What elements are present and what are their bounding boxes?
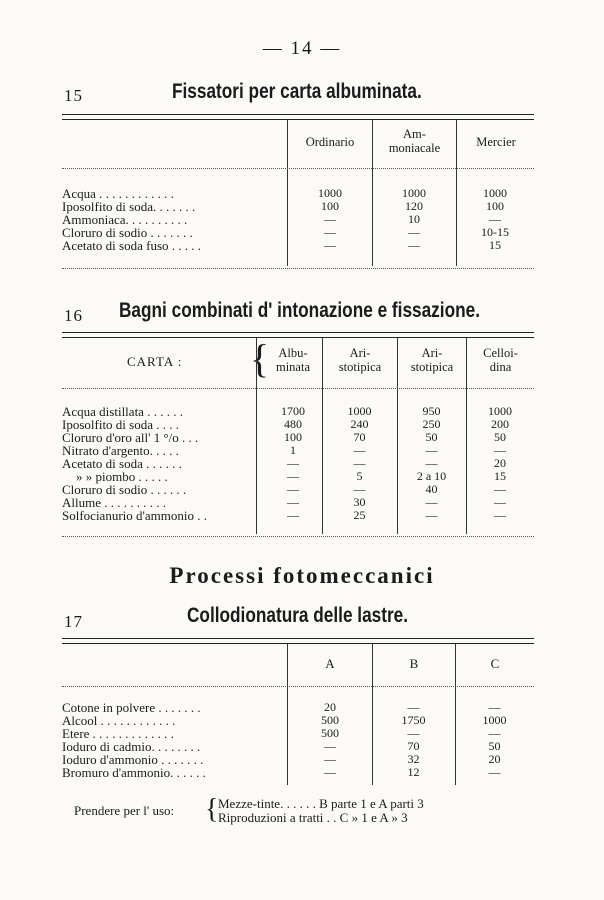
cell-value: 15 <box>494 469 506 483</box>
table-row <box>62 766 534 779</box>
cell-value: — <box>324 765 336 779</box>
column-header: C <box>490 656 500 671</box>
cell-value: — <box>425 443 438 457</box>
cell-value: — <box>494 443 506 457</box>
column-header: Ordinario <box>305 135 355 149</box>
cell-value: — <box>407 700 420 714</box>
cell-value: — <box>287 482 299 496</box>
cell-value: 32 <box>407 752 420 766</box>
cell-value: 1 <box>290 443 296 457</box>
cell-value: — <box>287 456 299 470</box>
row-label: Ioduro d'ammonio . . . . . . . <box>62 752 204 767</box>
cell-value: 50 <box>488 739 501 753</box>
cell-value: 2 a 10 <box>416 469 447 483</box>
cell-value: — <box>494 508 506 522</box>
cell-value: 10 <box>408 212 420 226</box>
brace-icon: { <box>250 336 270 381</box>
cell-value: 30 <box>353 495 366 509</box>
cell-value: 1000 <box>482 713 507 727</box>
column-header: Albu- minata <box>275 346 310 374</box>
double-rule <box>62 638 534 644</box>
cell-value: 200 <box>491 417 509 431</box>
cell-value: — <box>407 726 420 740</box>
uso-label: Prendere per l' uso: <box>74 803 175 818</box>
cell-value: 1000 <box>483 186 507 200</box>
dotted-rule <box>62 268 534 269</box>
column-header: Ari- stotipica <box>410 346 454 374</box>
cell-value: 20 <box>494 456 506 470</box>
cell-value: 1000 <box>402 186 426 200</box>
cell-value: 20 <box>488 752 501 766</box>
cell-value: 40 <box>425 482 438 496</box>
data-table <box>62 701 534 779</box>
row-label: Bromuro d'ammonio. . . . . . <box>62 765 206 780</box>
section-title: Collodionatura delle lastre. <box>187 604 409 627</box>
dotted-rule <box>62 388 534 389</box>
row-label: » » piombo . . . . . <box>76 469 168 484</box>
cell-value: 120 <box>405 199 423 213</box>
section-number: 16 <box>64 306 83 325</box>
column-header: Celloi- dina <box>483 346 518 374</box>
row-label: Iposolfito di soda . . . . <box>62 417 179 432</box>
section-number: 17 <box>64 612 83 631</box>
cell-value: 100 <box>486 199 504 213</box>
cell-value: — <box>353 482 366 496</box>
row-label: Ammoniaca. . . . . . . . . . <box>62 212 188 227</box>
cell-value: — <box>287 495 299 509</box>
row-label: Acqua distillata . . . . . . <box>62 404 183 419</box>
uso-line: Mezze-tinte. . . . . . B parte 1 e A parti 3 <box>218 796 424 811</box>
cell-value: — <box>324 225 336 239</box>
dotted-rule <box>62 686 534 687</box>
column-header: Am- moniacale <box>388 127 441 155</box>
cell-value: — <box>489 212 501 226</box>
cell-value: 5 <box>356 469 363 483</box>
row-label: Nitrato d'argento. . . . . <box>62 443 179 458</box>
carta-label: CARTA : <box>127 354 183 369</box>
cell-value: — <box>425 495 438 509</box>
table-row <box>62 239 534 252</box>
cell-value: 1000 <box>318 186 342 200</box>
cell-value: 50 <box>494 430 506 444</box>
cell-value: 70 <box>353 430 366 444</box>
cell-value: 250 <box>422 417 441 431</box>
cell-value: — <box>425 456 438 470</box>
column-header: B <box>409 656 419 671</box>
section-number: 15 <box>64 86 83 105</box>
cell-value: 100 <box>321 199 339 213</box>
row-label: Cotone in polvere . . . . . . . <box>62 700 201 715</box>
section-title: Bagni combinati d' intonazione e fissazione. <box>119 299 480 322</box>
cell-value: 25 <box>353 508 366 522</box>
cell-value: — <box>425 508 438 522</box>
row-label: Cloruro d'oro all' 1 °/o . . . <box>62 430 199 445</box>
cell-value: — <box>324 212 336 226</box>
cell-value: 950 <box>422 404 441 418</box>
data-table <box>62 405 534 522</box>
brace-icon: { <box>205 794 219 825</box>
cell-value: 100 <box>284 430 302 444</box>
row-label: Cloruro di sodio . . . . . . . <box>62 225 193 240</box>
uso-line: Riproduzioni a tratti . . C » 1 e A » 3 <box>218 810 408 825</box>
column-header: Ari- stotipica <box>338 346 382 374</box>
cell-value: 1000 <box>488 404 512 418</box>
cell-value: 10-15 <box>481 225 509 239</box>
data-table <box>62 187 534 252</box>
cell-value: — <box>494 495 506 509</box>
row-label: Alcool . . . . . . . . . . . . <box>62 713 176 728</box>
dotted-rule <box>62 536 534 537</box>
cell-value: 240 <box>350 417 369 431</box>
cell-value: — <box>353 443 366 457</box>
cell-value: — <box>287 469 299 483</box>
double-rule <box>62 332 534 338</box>
cell-value: 1000 <box>347 404 372 418</box>
page-number: — 14 — <box>262 38 342 59</box>
table-row <box>62 509 534 522</box>
double-rule <box>62 114 534 120</box>
section-title: Fissatori per carta albuminata. <box>172 80 422 103</box>
cell-value: 1750 <box>401 713 426 727</box>
cell-value: 500 <box>321 713 339 727</box>
dotted-rule <box>62 168 534 169</box>
cell-value: 50 <box>425 430 438 444</box>
chapter-heading: Processi fotomeccanici <box>169 563 435 588</box>
cell-value: — <box>353 456 366 470</box>
cell-value: 15 <box>489 238 501 252</box>
row-label: Ioduro di cadmio. . . . . . . . <box>62 739 201 754</box>
row-label: Acqua . . . . . . . . . . . . <box>62 186 174 201</box>
cell-value: — <box>488 700 501 714</box>
cell-value: — <box>408 225 420 239</box>
cell-value: 20 <box>324 700 336 714</box>
column-header: A <box>325 656 335 671</box>
cell-value: — <box>494 482 506 496</box>
cell-value: — <box>488 726 501 740</box>
cell-value: — <box>324 739 336 753</box>
cell-value: 12 <box>407 765 420 779</box>
cell-value: 500 <box>321 726 339 740</box>
row-label: Acetato di soda . . . . . . <box>62 456 182 471</box>
cell-value: — <box>488 765 501 779</box>
column-header: Mercier <box>476 135 516 149</box>
row-label: Acetato di soda fuso . . . . . <box>62 238 202 253</box>
row-label: Etere . . . . . . . . . . . . . <box>62 726 174 741</box>
cell-value: 1700 <box>281 404 305 418</box>
cell-value: — <box>408 238 420 252</box>
row-label: Solfocianurio d'ammonio . . <box>62 508 207 523</box>
cell-value: — <box>287 508 299 522</box>
row-label: Allume . . . . . . . . . . <box>62 495 166 510</box>
row-label: Iposolfito di soda. . . . . . . <box>62 199 196 214</box>
cell-value: — <box>324 752 336 766</box>
row-label: Cloruro di sodio . . . . . . <box>62 482 187 497</box>
cell-value: 480 <box>284 417 302 431</box>
cell-value: — <box>324 238 336 252</box>
cell-value: 70 <box>407 739 420 753</box>
